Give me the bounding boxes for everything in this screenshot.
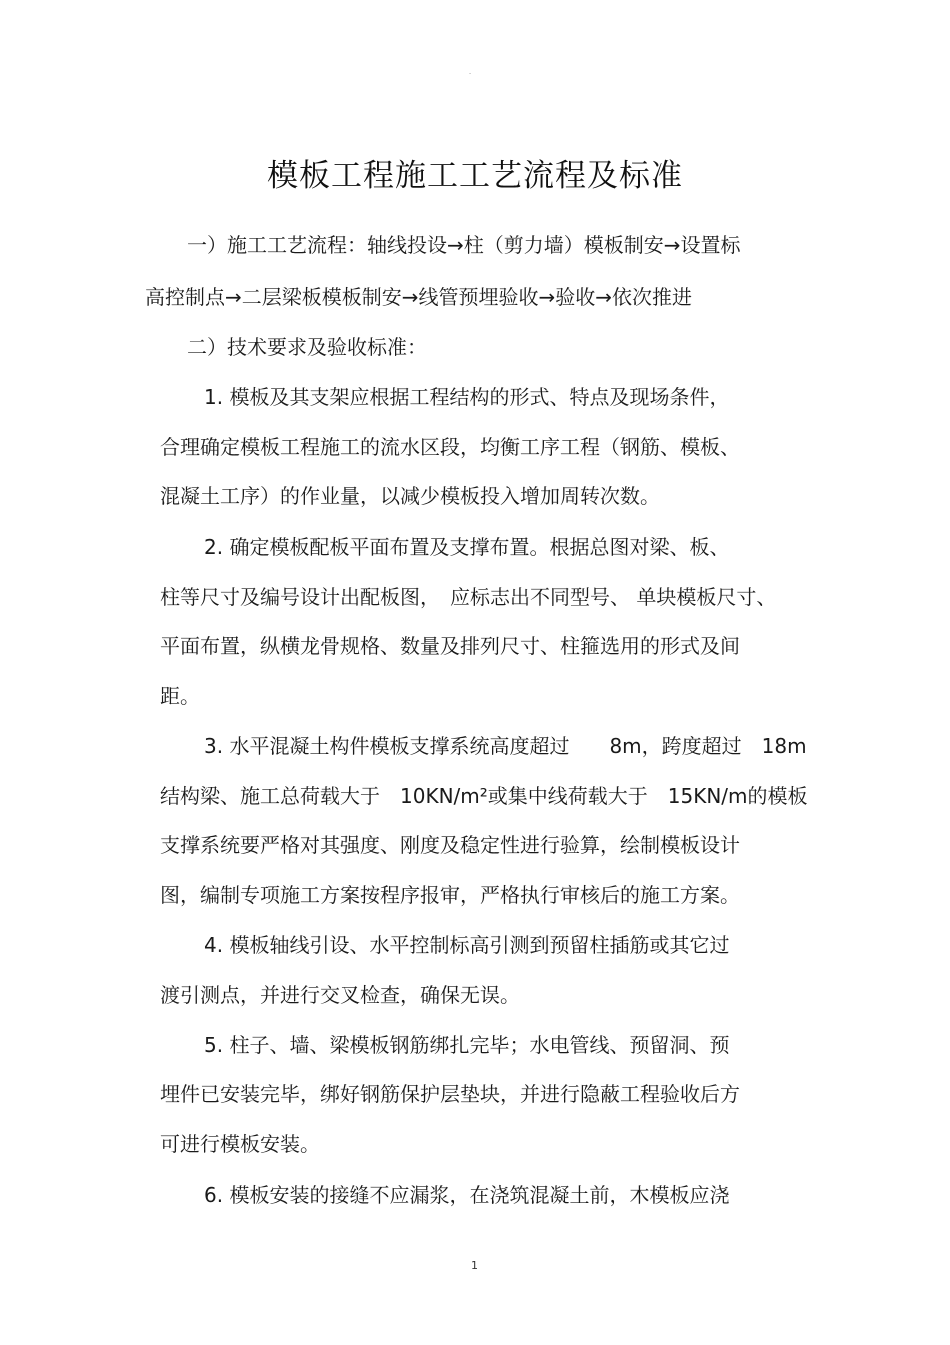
paragraph-line: 合理确定模板工程施工的流水区段，均衡工序工程（钢筋、模板、 (160, 435, 740, 459)
paragraph-line: 支撑系统要严格对其强度、刚度及稳定性进行验算，绘制模板设计 (160, 833, 740, 857)
paragraph-line: 5. 柱子、墙、梁模板钢筋绑扎完毕；水电管线、预留洞、预 (204, 1033, 730, 1057)
paragraph-line: 距。 (160, 684, 200, 708)
paragraph-line: 混凝土工序）的作业量，以减少模板投入增加周转次数。 (160, 484, 660, 508)
page-number: 1 (471, 1259, 478, 1272)
paragraph-line: 渡引测点，并进行交叉检查，确保无误。 (160, 983, 520, 1007)
section-heading: 二）技术要求及验收标准： (187, 335, 427, 359)
paragraph-line: 4. 模板轴线引设、水平控制标高引测到预留柱插筋或其它过 (204, 933, 730, 957)
paragraph-line: 图，编制专项施工方案按程序报审，严格执行审核后的施工方案。 (160, 883, 740, 907)
paragraph-line: 可进行模板安装。 (160, 1132, 320, 1156)
paragraph-line: 平面布置，纵横龙骨规格、数量及排列尺寸、柱箍选用的形式及间 (160, 634, 740, 658)
header-mark: - (469, 70, 472, 77)
paragraph-line: 埋件已安装完毕，绑好钢筋保护层垫块，并进行隐蔽工程验收后方 (160, 1082, 740, 1106)
paragraph-line: 结构梁、施工总荷载大于 10KN/m²或集中线荷载大于 15KN/m的模板 (160, 784, 808, 808)
paragraph-line: 柱等尺寸及编号设计出配板图， 应标志出不同型号、 单块模板尺寸、 (160, 585, 777, 609)
paragraph-line: 高控制点→二层梁板模板制安→线管预埋验收→验收→依次推进 (145, 285, 693, 309)
paragraph-line: 1. 模板及其支架应根据工程结构的形式、特点及现场条件， (204, 385, 730, 409)
paragraph-line: 一）施工工艺流程：轴线投设→柱（剪力墙）模板制安→设置标 (187, 233, 741, 257)
paragraph-line: 6. 模板安装的接缝不应漏浆，在浇筑混凝土前，木模板应浇 (204, 1183, 730, 1207)
document-title: 模板工程施工工艺流程及标准 (267, 158, 683, 194)
paragraph-line: 3. 水平混凝土构件模板支撑系统高度超过 8m，跨度超过 18m (204, 734, 807, 758)
paragraph-line: 2. 确定模板配板平面布置及支撑布置。根据总图对梁、板、 (204, 535, 730, 559)
